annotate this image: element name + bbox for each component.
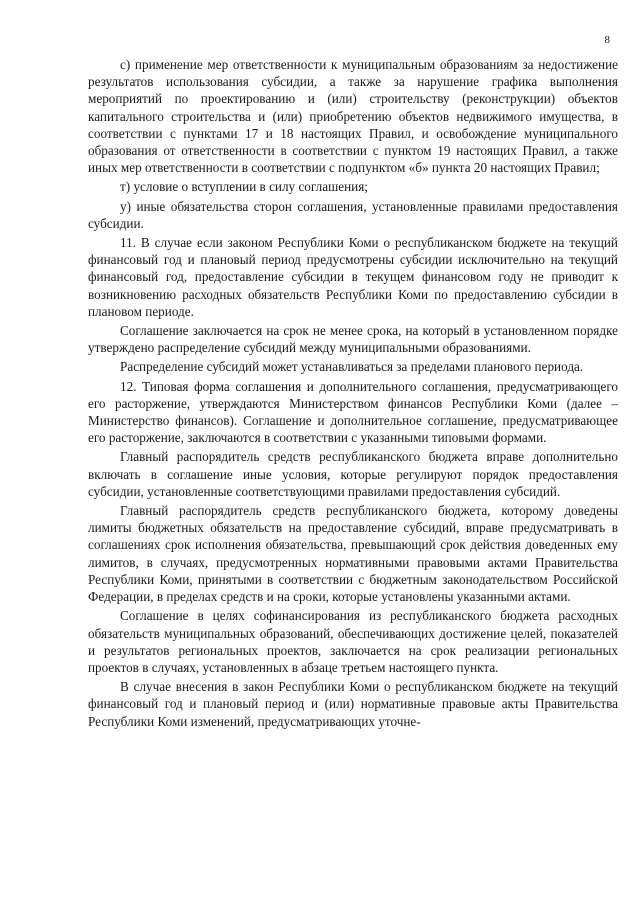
paragraph-distribution: Распределение субсидий может устанавливаться за пределами планового периода.	[120, 359, 584, 375]
paragraph-u: у) иные обязательства сторон соглашения, установленные правилами предоставления субсидии.	[88, 198, 618, 231]
paragraph-limits: Главный распорядитель средств республиканского бюджета, которому доведены лимиты бюджетных обязательств на предоставление субсидий, вправе предусматривать в соглашениях срок исполнения обязательства, превышающий срок действия доведенных ему лимитов, в случаях, предусмотренных нормативными правовыми актами Правительства Республики Коми, принятыми в соответствии с бюджетным законодательством Российской Федерации, в пределах средств и на сроки, которые установлены указанными актами.	[88, 503, 618, 605]
paragraph-agreement-term: Соглашение заключается на срок не менее срока, на который в установленном порядке утверждено распределение субсидий между муниципальными образованиями.	[88, 323, 618, 356]
page-number: 8	[604, 34, 610, 46]
paragraph-additional-conditions: Главный распорядитель средств республиканского бюджета вправе дополнительно включать в соглашение иные условия, которые регулируют порядок предоставления субсидии, установленные соответствующими правилами предоставления субсидий.	[88, 449, 618, 499]
paragraph-cofinancing: Соглашение в целях софинансирования из республиканского бюджета расходных обязательств муниципальных образований, обеспечивающих достижение целей, показателей и результатов региональных проектов, заключается на срок реализации региональных проектов в случаях, установленных в абзаце третьем настоящего пункта.	[88, 608, 618, 675]
paragraph-12: 12. Типовая форма соглашения и дополнительного соглашения, предусматривающего его расторжение, утверждаются Министерством финансов Республики Коми (далее – Министерство финансов). Соглашение и дополнительное соглашение, предусматривающее его расторжение, заключаются в соответствии с указанными типовыми формами.	[88, 378, 618, 446]
paragraph-s: с) применение мер ответственности к муниципальным образованиям за недостижение результатов использования субсидии, а также за нарушение графика выполнения мероприятий по проектированию и (или) строительству (реконструкции) объектов капитального строительства и (или) приобретению объектов недвижимого имущества, в соответствии с пунктами 17 и 18 настоящих Правил, и освобождение муниципального образования от ответственности в соответствии с пунктом 19 настоящих Правил, а также иных мер ответственности в соответствии с подпунктом «б» пункта 20 настоящих Правил;	[88, 57, 618, 176]
paragraph-amendments: В случае внесения в закон Республики Коми о республиканском бюджете на текущий финансовый год и плановый период и (или) нормативные правовые акты Правительства Республики Коми изменений, предусматривающих уточне-	[88, 679, 618, 729]
paragraph-t: т) условие о вступлении в силу соглашения;	[120, 179, 368, 195]
document-body	[88, 56, 618, 732]
paragraph-11: 11. В случае если законом Республики Коми о республиканском бюджете на текущий финансовый год и плановый период предусмотрены субсидии исключительно на текущий финансовый год, предоставление субсидии в текущем финансовом году не приводит к возникновению расходных обязательств Республики Коми по предоставлению субсидии в плановом периоде.	[88, 235, 618, 319]
